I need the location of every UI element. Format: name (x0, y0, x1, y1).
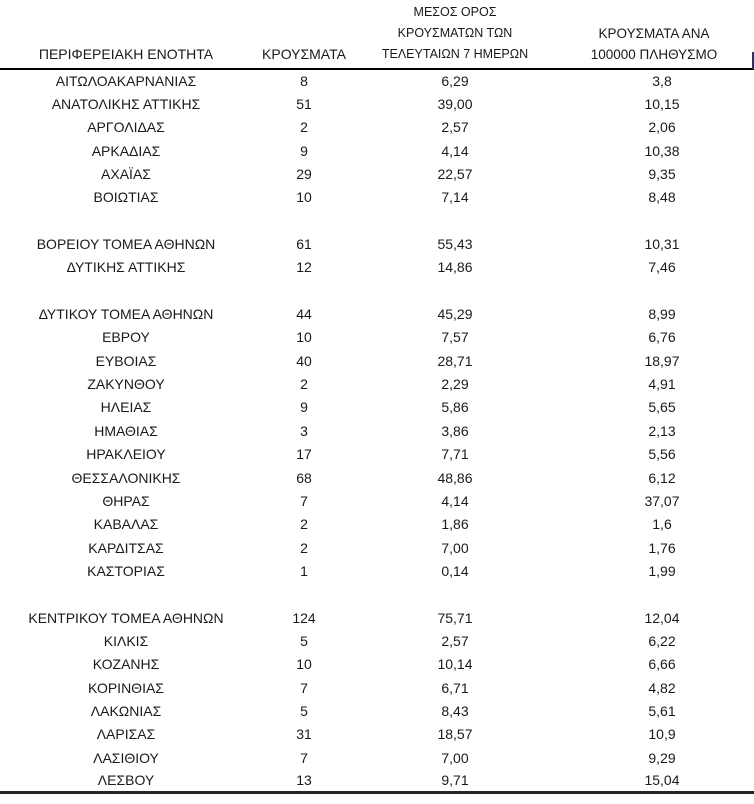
cell-avg7: 7,71 (441, 446, 469, 463)
cell-avg7: 5,86 (441, 399, 469, 416)
table-row (0, 559, 754, 582)
cell-region: ΛΑΡΙΣΑΣ (96, 726, 156, 743)
cell-per100k: 1,99 (648, 562, 676, 579)
table-row (0, 513, 754, 536)
cell-region: ΕΥΒΟΙΑΣ (95, 352, 157, 369)
cell-region: ΚΑΒΑΛΑΣ (93, 516, 159, 533)
table-row (0, 186, 754, 209)
cell-cases: 5 (300, 632, 308, 649)
cell-region: ΔΥΤΙΚΗΣ ΑΤΤΙΚΗΣ (66, 259, 186, 276)
cell-avg7: 39,00 (437, 96, 473, 113)
cell-per100k: 9,35 (648, 166, 676, 183)
cell-region: ΖΑΚΥΝΘΟΥ (87, 376, 165, 393)
cell-per100k: 3,8 (652, 73, 672, 90)
cell-cases: 40 (296, 352, 312, 369)
cell-per100k: 10,15 (644, 96, 680, 113)
cell-per100k: 8,48 (648, 189, 676, 206)
cell-per100k: 12,04 (644, 609, 680, 626)
cell-per100k: 15,04 (644, 772, 680, 789)
cell-avg7: 7,14 (441, 189, 469, 206)
cell-avg7: 28,71 (437, 352, 473, 369)
cell-avg7: 45,29 (437, 306, 473, 323)
cell-region: ΑΡΚΑΔΙΑΣ (91, 142, 161, 159)
cell-region: ΚΕΝΤΡΙΚΟΥ ΤΟΜΕΑ ΑΘΗΝΩΝ (28, 609, 224, 626)
cell-region: ΚΟΡΙΝΘΙΑΣ (88, 679, 164, 696)
table-row (0, 723, 754, 746)
cell-per100k: 6,66 (648, 656, 676, 673)
column-header-cases-per-100k-line1: ΚΡΟΥΣΜΑΤΑ ΑΝΑ (598, 26, 710, 41)
cell-cases: 7 (300, 679, 308, 696)
cell-avg7: 6,71 (441, 679, 469, 696)
cell-per100k: 6,76 (648, 329, 676, 346)
table-row (0, 746, 754, 769)
cell-cases: 2 (300, 516, 308, 533)
column-header-avg-7-days-line1: ΜΕΣΟΣ ΟΡΟΣ (413, 5, 497, 19)
cell-avg7: 2,57 (441, 119, 469, 136)
table-row (0, 396, 754, 419)
column-header-cases-per-100k (554, 0, 754, 69)
cell-region: ΑΡΓΟΛΙΔΑΣ (87, 119, 165, 136)
cell-region: ΚΑΡΔΙΤΣΑΣ (88, 539, 164, 556)
cell-cases: 44 (296, 306, 312, 323)
cell-avg7: 2,29 (441, 376, 469, 393)
cell-per100k: 4,91 (648, 376, 676, 393)
table-row (0, 489, 754, 512)
cell-cases: 13 (296, 772, 312, 789)
cell-per100k: 2,13 (648, 422, 676, 439)
table-header (0, 0, 754, 69)
table-row (0, 466, 754, 489)
table-row (0, 372, 754, 395)
cell-cases: 2 (300, 376, 308, 393)
table-row (0, 629, 754, 652)
cell-avg7: 4,14 (441, 142, 469, 159)
cell-region: ΑΧΑΪΑΣ (101, 166, 151, 183)
cell-cases: 10 (296, 189, 312, 206)
cell-region: ΔΥΤΙΚΟΥ ΤΟΜΕΑ ΑΘΗΝΩΝ (38, 306, 214, 323)
cell-cases: 124 (292, 609, 316, 626)
cell-per100k: 5,61 (648, 702, 676, 719)
table-row (0, 676, 754, 699)
cell-region: ΒΟΡΕΙΟΥ ΤΟΜΕΑ ΑΘΗΝΩΝ (36, 236, 216, 253)
cell-cases: 10 (296, 329, 312, 346)
cell-per100k: 10,9 (648, 726, 676, 743)
cell-avg7: 10,14 (437, 656, 473, 673)
table-row (0, 443, 754, 466)
table-row (0, 699, 754, 722)
cell-avg7: 6,29 (441, 73, 469, 90)
cell-cases: 61 (296, 236, 312, 253)
spacer-cell (0, 209, 754, 232)
cell-region: ΘΗΡΑΣ (102, 492, 150, 509)
cell-region: ΘΕΣΣΑΛΟΝΙΚΗΣ (71, 469, 181, 486)
table-row (0, 256, 754, 279)
cell-avg7: 48,86 (437, 469, 473, 486)
table-row (0, 606, 754, 629)
cell-cases: 68 (296, 469, 312, 486)
table-row (0, 116, 754, 139)
spacer-cell (0, 279, 754, 302)
cell-per100k: 6,12 (648, 469, 676, 486)
cell-region: ΛΑΣΙΘΙΟΥ (93, 749, 159, 766)
cell-region: ΑΝΑΤΟΛΙΚΗΣ ΑΤΤΙΚΗΣ (51, 96, 201, 113)
column-header-avg-7-days-line3: ΤΕΛΕΥΤΑΙΩΝ 7 ΗΜΕΡΩΝ (381, 47, 529, 61)
table-row (0, 162, 754, 185)
cell-cases: 29 (296, 166, 312, 183)
cell-cases: 17 (296, 446, 312, 463)
cell-avg7: 14,86 (437, 259, 473, 276)
cell-per100k: 4,82 (648, 679, 676, 696)
cell-cases: 2 (300, 539, 308, 556)
table-row (0, 92, 754, 115)
cell-per100k: 8,99 (648, 306, 676, 323)
spacer-row (0, 583, 754, 606)
cell-avg7: 8,43 (441, 702, 469, 719)
cell-avg7: 75,71 (437, 609, 473, 626)
cell-cases: 7 (300, 749, 308, 766)
cell-per100k: 37,07 (644, 492, 680, 509)
cell-cases: 8 (300, 73, 308, 90)
cell-avg7: 55,43 (437, 236, 473, 253)
cell-avg7: 9,71 (441, 772, 469, 789)
table-row (0, 653, 754, 676)
cell-region: ΗΜΑΘΙΑΣ (94, 422, 158, 439)
table-body (0, 69, 754, 793)
cell-avg7: 0,14 (441, 562, 469, 579)
column-header-avg-7-days-line2: ΚΡΟΥΣΜΑΤΩΝ ΤΩΝ (397, 26, 513, 40)
table-row (0, 536, 754, 559)
cell-cases: 9 (300, 142, 308, 159)
table-row (0, 139, 754, 162)
cell-cases: 5 (300, 702, 308, 719)
cell-region: ΛΕΣΒΟΥ (97, 772, 155, 789)
cell-cases: 12 (296, 259, 312, 276)
spacer-row (0, 279, 754, 302)
cell-avg7: 7,00 (441, 749, 469, 766)
cell-region: ΚΑΣΤΟΡΙΑΣ (87, 562, 165, 579)
cell-avg7: 22,57 (437, 166, 473, 183)
column-header-cases-per-100k-line2: 100000 ΠΛΗΘΥΣΜΟ (590, 47, 718, 62)
cell-region: ΛΑΚΩΝΙΑΣ (90, 702, 162, 719)
cell-avg7: 7,57 (441, 329, 469, 346)
spacer-cell (0, 583, 754, 606)
cell-region: ΚΟΖΑΝΗΣ (92, 656, 160, 673)
cell-per100k: 6,22 (648, 632, 676, 649)
table-row (0, 419, 754, 442)
cell-avg7: 1,86 (441, 516, 469, 533)
spacer-row (0, 209, 754, 232)
cell-cases: 31 (296, 726, 312, 743)
column-header-cases: ΚΡΟΥΣΜΑΤΑ (252, 0, 356, 69)
table-row (0, 232, 754, 255)
cell-region: ΗΛΕΙΑΣ (100, 399, 152, 416)
cell-region: ΒΟΙΩΤΙΑΣ (93, 189, 159, 206)
cell-cases: 9 (300, 399, 308, 416)
cell-per100k: 2,06 (648, 119, 676, 136)
table-row (0, 769, 754, 792)
cell-per100k: 5,65 (648, 399, 676, 416)
cell-per100k: 5,56 (648, 446, 676, 463)
cell-cases: 2 (300, 119, 308, 136)
cell-cases: 3 (300, 422, 308, 439)
cell-per100k: 18,97 (644, 352, 680, 369)
cell-region: ΑΙΤΩΛΟΑΚΑΡΝΑΝΙΑΣ (55, 73, 197, 90)
column-header-avg-7-days (356, 0, 554, 69)
cell-avg7: 7,00 (441, 539, 469, 556)
cell-per100k: 1,76 (648, 539, 676, 556)
cell-per100k: 10,38 (644, 142, 680, 159)
cell-region: ΗΡΑΚΛΕΙΟΥ (86, 446, 166, 463)
table-row (0, 69, 754, 92)
table-row (0, 326, 754, 349)
column-header-regional-unit: ΠΕΡΙΦΕΡΕΙΑΚΗ ΕΝΟΤΗΤΑ (0, 0, 252, 69)
cell-region: ΕΒΡΟΥ (102, 329, 150, 346)
cell-avg7: 18,57 (437, 726, 473, 743)
cell-per100k: 7,46 (648, 259, 676, 276)
cell-cases: 10 (296, 656, 312, 673)
cell-per100k: 10,31 (644, 236, 680, 253)
cell-region: ΚΙΛΚΙΣ (103, 632, 149, 649)
cell-avg7: 2,57 (441, 632, 469, 649)
table-row (0, 349, 754, 372)
cell-avg7: 3,86 (441, 422, 469, 439)
cell-cases: 51 (296, 96, 312, 113)
cell-avg7: 4,14 (441, 492, 469, 509)
cell-cases: 7 (300, 492, 308, 509)
cell-per100k: 9,29 (648, 749, 676, 766)
cell-per100k: 1,6 (652, 516, 672, 533)
cell-cases: 1 (300, 562, 308, 579)
table-row (0, 302, 754, 325)
